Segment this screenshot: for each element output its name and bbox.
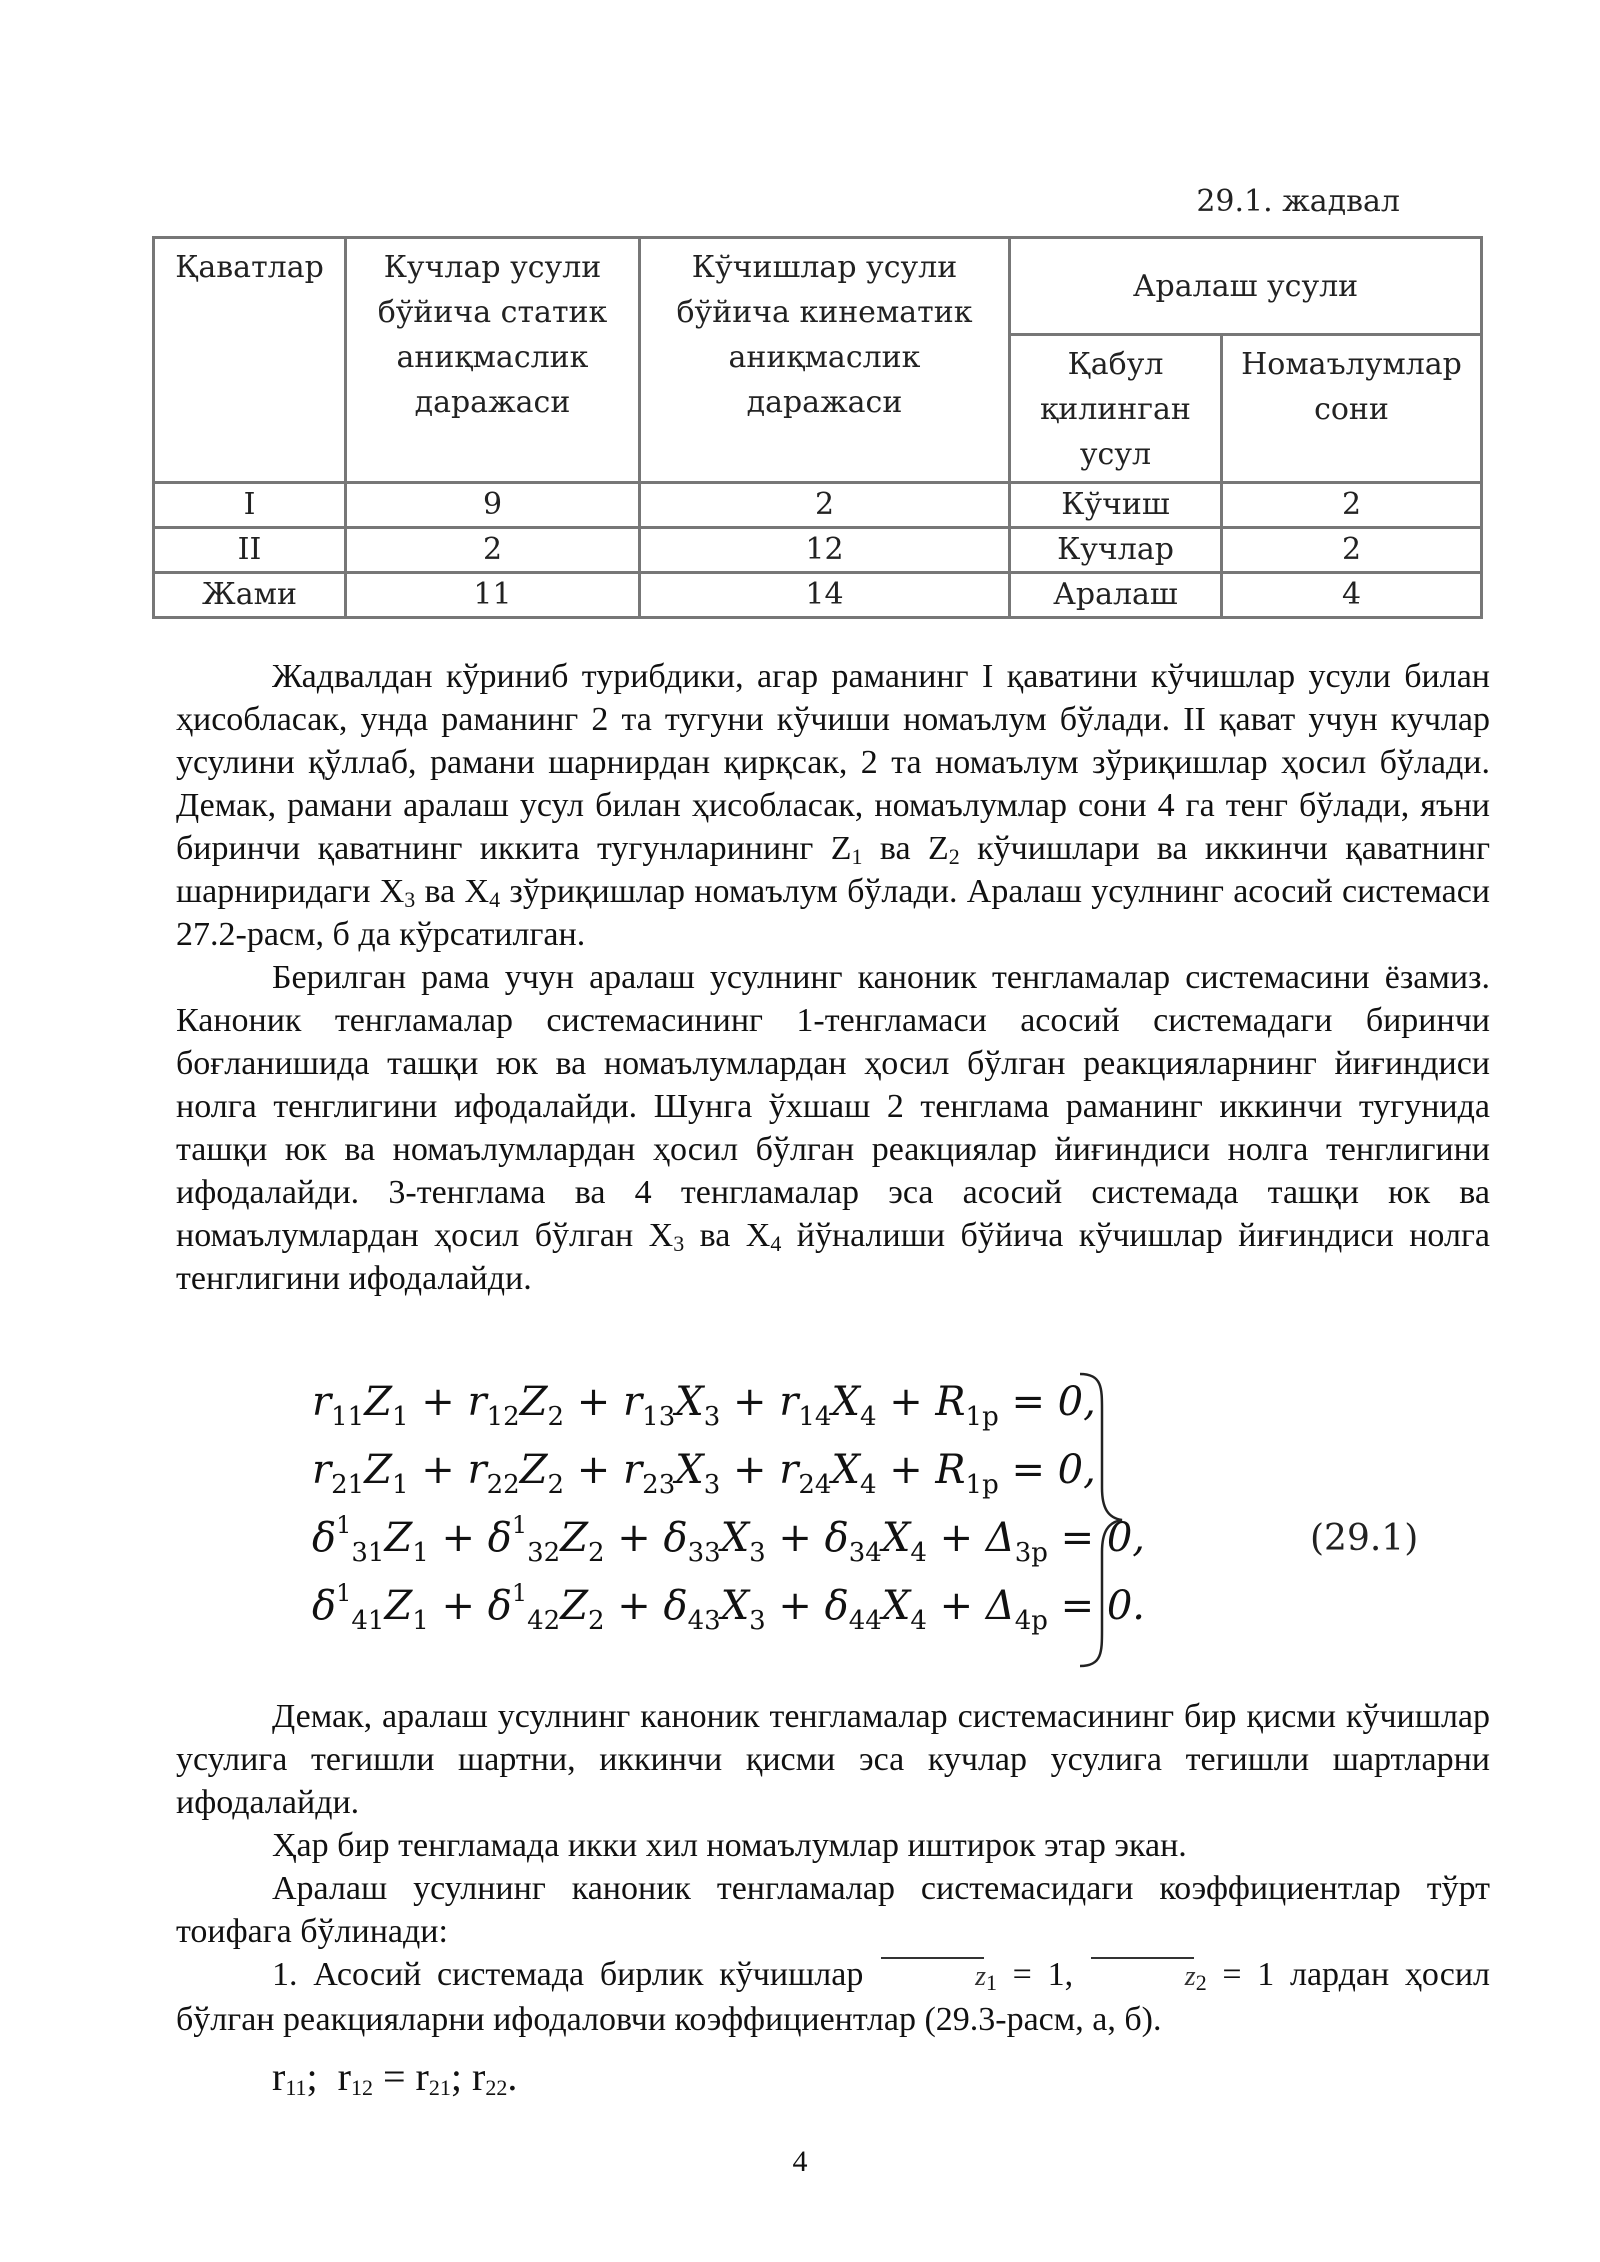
data-table bbox=[152, 236, 1483, 619]
table-row bbox=[154, 573, 1482, 618]
header-unknowns: Номаълумлар сони bbox=[1222, 335, 1482, 483]
equation-2: $r_{21}Z_1 + r_{22}Z_2 + r_{23}X_3 + r_{24}X_4 + R_{1p} = 0$, bbox=[312, 1447, 1096, 1500]
table-header-row bbox=[154, 238, 1482, 335]
equation-1: $r_{11}Z_1 + r_{12}Z_2 + r_{13}X_3 + r_{14}X_4 + R_{1p} = 0$, bbox=[312, 1379, 1096, 1432]
cell-kinematic: 2 bbox=[640, 483, 1010, 528]
cell-unknowns: 2 bbox=[1222, 483, 1482, 528]
cell-method: Кўчиш bbox=[1010, 483, 1222, 528]
cell-floor: Жами bbox=[154, 573, 346, 618]
cell-unknowns: 4 bbox=[1222, 573, 1482, 618]
header-mixed-method: Аралаш усули bbox=[1010, 238, 1482, 335]
table-caption: 29.1. жадвал bbox=[1196, 184, 1400, 219]
paragraph-canonical-equations: Берилган рама учун аралаш усулнинг каноник тенгламалар системасини ёзамиз. Каноник тенгламалар системасининг 1-тенгламаси асосий системадаги биринчи боғланишида ташқи юк ва номаълумлардан ҳосил бўлган реакцияларнинг йиғиндиси нолга тенглигини ифодалайди. Шунга ўхшаш 2 тенглама раманинг иккинчи тугунида ташқи юк ва номаълумлардан ҳосил бўлган реакциялар йиғиндиси нолга тенглигини ифодалайди. 3-тенглама ва 4 тенгламалар эса асосий системада ташқи юк ва номаълумлардан ҳосил бўлган $X_3$ ва $X_4$ йўналиши бўйича кўчишлар йиғиндиси нолга тенглигини ифодалайди. bbox=[176, 959, 1490, 1297]
coefficients-line: $r_{11}$; $r_{12} = r_{21}$; $r_{22}$. bbox=[272, 2054, 518, 2100]
cell-floor: II bbox=[154, 528, 346, 573]
equation-system bbox=[312, 1368, 1146, 1640]
paragraph-conclusion: Демак, аралаш усулнинг каноник тенгламалар системасининг бир қисми кўчишлар усулига тегишли шартни, иккинчи қисми эса кучлар усулига тегишли шартларни ифодалайди. bbox=[176, 1698, 1490, 1821]
table-row bbox=[154, 528, 1482, 573]
paragraph-unit-displacements: 1. Асосий системада бирлик кўчишлар $z_1 = 1$, $z_2 = 1$ лардан ҳосил бўлган реакцияларни ифодаловчи коэффициентлар (29.3-расм, а, б). bbox=[176, 1956, 1490, 2038]
cell-kinematic: 14 bbox=[640, 573, 1010, 618]
paragraph-coefficient-types: Аралаш усулнинг каноник тенгламалар системасидаги коэффициентлар тўрт тоифага бўлинади: bbox=[176, 1870, 1490, 1950]
cell-static: 11 bbox=[346, 573, 640, 618]
curly-brace-icon bbox=[1076, 1370, 1126, 1670]
cell-method: Кучлар bbox=[1010, 528, 1222, 573]
page-number: 4 bbox=[792, 2145, 808, 2178]
cell-static: 2 bbox=[346, 528, 640, 573]
body-text-bottom bbox=[176, 1695, 1490, 2107]
header-force-method: Кучлар усули бўйича статик аниқмаслик даражаси bbox=[346, 238, 640, 483]
body-text-top bbox=[176, 655, 1490, 1300]
cell-floor: I bbox=[154, 483, 346, 528]
paragraph-table-explanation: Жадвалдан кўриниб турибдики, агар раманинг I қаватини кўчишлар усули билан ҳисобласак, унда раманинг 2 та тугуни кўчиши номаълум бўлади. II қават учун кучлар усулини қўллаб, рамани шарнирдан қирқсак, 2 та номаълум зўриқишлар ҳосил бўлади. Демак, рамани аралаш усул билан ҳисобласак, номаълумлар сони 4 га тенг бўлади, яъни биринчи қаватнинг иккита тугунларининг $Z_1$ ва $Z_2$ кўчишлари ва иккинчи қаватнинг шарниридаги $X_3$ ва $X_4$ зўриқишлар номаълум бўлади. Аралаш усулнинг асосий системаси 27.2-расм, б да кўрсатилган. bbox=[176, 658, 1491, 953]
equation-number: (29.1) bbox=[1310, 1518, 1419, 1559]
header-floors: Қаватлар bbox=[154, 238, 346, 483]
table-row bbox=[154, 483, 1482, 528]
paragraph-two-unknowns: Ҳар бир тенгламада икки хил номаълумлар иштирок этар экан. bbox=[272, 1827, 1187, 1864]
header-accepted-method: Қабул қилинган усул bbox=[1010, 335, 1222, 483]
cell-method: Аралаш bbox=[1010, 573, 1222, 618]
equation-4: $\delta^1_{41}Z_1 + \delta^1_{42}Z_2 + \delta_{43}X_3 + \delta_{44}X_4 + \Delta_{4p} = 0$. bbox=[312, 1579, 1146, 1636]
cell-static: 9 bbox=[346, 483, 640, 528]
equation-3: $\delta^1_{31}Z_1 + \delta^1_{32}Z_2 + \delta_{33}X_3 + \delta_{34}X_4 + \Delta_{3p} = 0$, bbox=[312, 1511, 1146, 1568]
header-displacement-method: Кўчишлар усули бўйича кинематик аниқмаслик даражаси bbox=[640, 238, 1010, 483]
cell-kinematic: 12 bbox=[640, 528, 1010, 573]
cell-unknowns: 2 bbox=[1222, 528, 1482, 573]
